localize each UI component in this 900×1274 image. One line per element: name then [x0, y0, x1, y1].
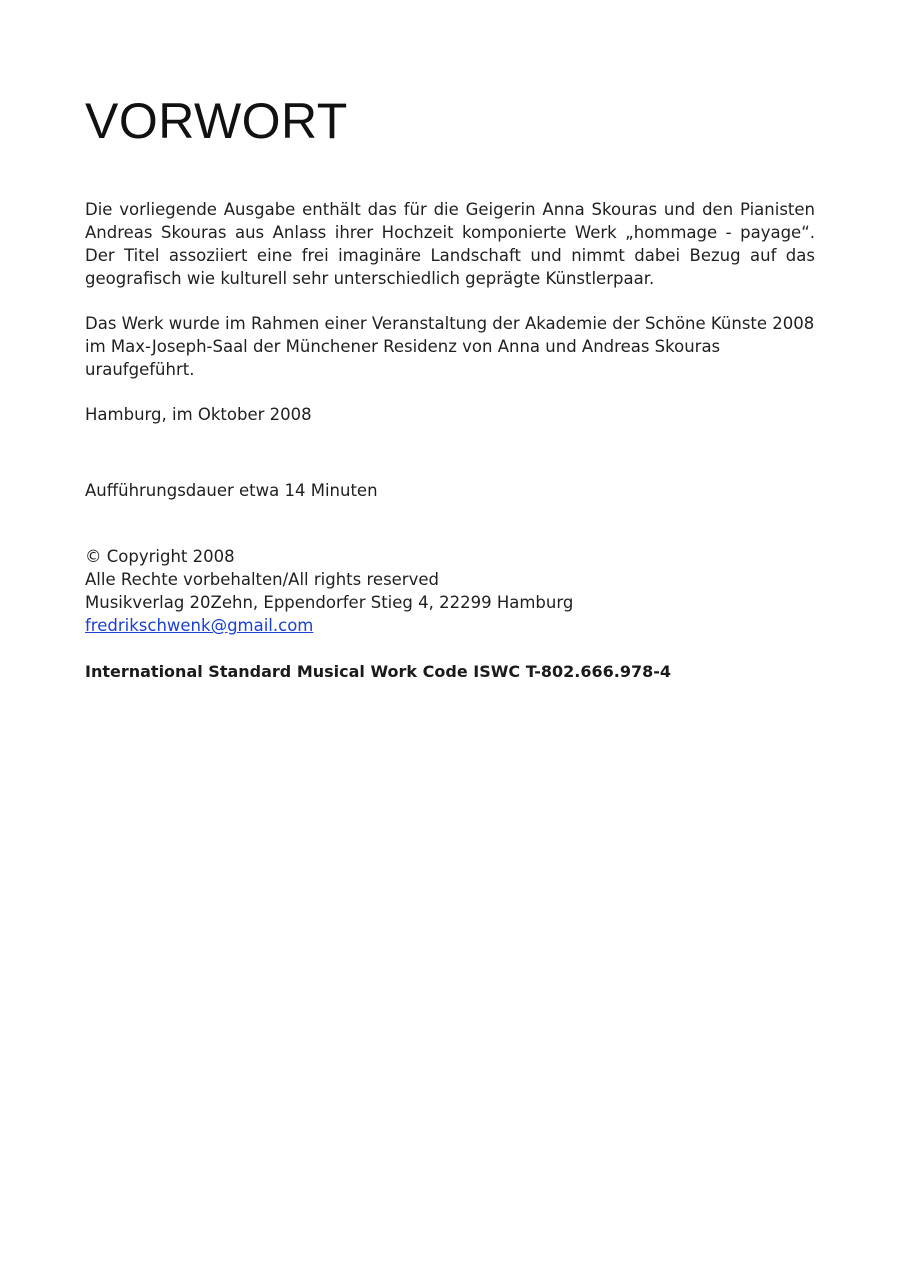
place-date: Hamburg, im Oktober 2008 — [85, 405, 312, 424]
preface-paragraph-1: Die vorliegende Ausgabe enthält das für die Geigerin Anna Skouras und den Pianisten Andreas Skouras aus Anlass ihrer Hochzeit komponierte Werk „hommage - payage“. Der Titel assoziiert eine frei imaginäre Landschaft und nimmt dabei Bezug auf das geografisch wie kulturell sehr unterschiedlich geprägte Künstlerpaar. — [85, 200, 815, 288]
page-title: VORWORT — [85, 93, 348, 149]
performance-duration: Aufführungsdauer etwa 14 Minuten — [85, 481, 378, 500]
rights-line: Alle Rechte vorbehalten/All rights reserved — [85, 570, 439, 589]
publisher-address: Musikverlag 20Zehn, Eppendorfer Stieg 4, 22299 Hamburg — [85, 593, 574, 612]
preface-paragraph-2: Das Werk wurde im Rahmen einer Veranstaltung der Akademie der Schöne Künste 2008 im Max-Joseph-Saal der Münchener Residenz von Anna und Andreas Skouras uraufgeführt. — [85, 314, 815, 379]
email-link[interactable]: fredrikschwenk@gmail.com — [85, 616, 314, 635]
iswc-code: International Standard Musical Work Code ISWC T-802.666.978-4 — [85, 662, 672, 681]
copyright-block — [85, 545, 815, 637]
copyright-line: © Copyright 2008 — [85, 547, 235, 566]
